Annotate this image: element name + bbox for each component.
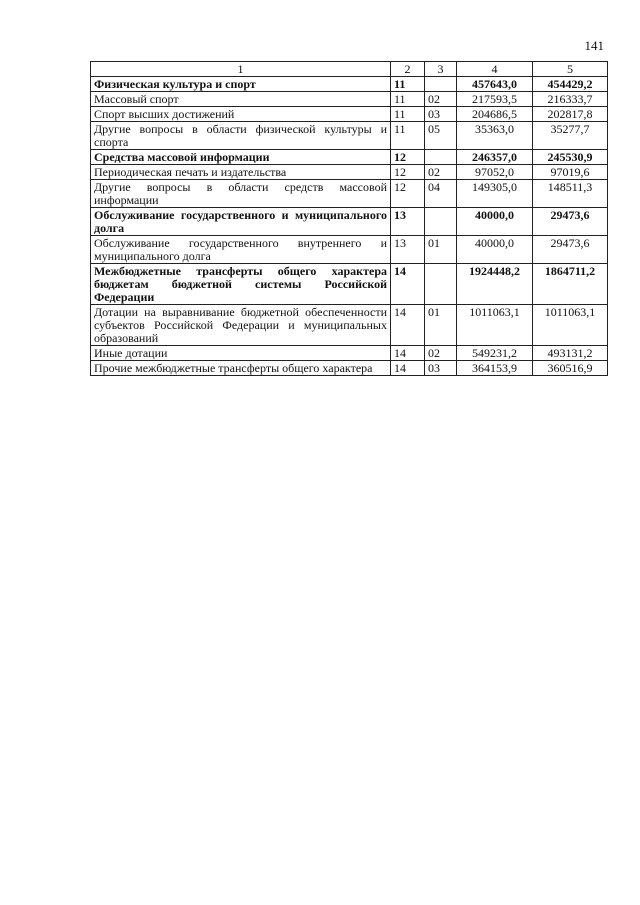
row-section-code: 11: [391, 77, 425, 92]
row-value-col5: 202817,8: [533, 107, 608, 122]
row-name: Физическая культура и спорт: [91, 77, 391, 92]
row-subsection-code: [425, 150, 457, 165]
row-subsection-code: 02: [425, 92, 457, 107]
row-name: Периодическая печать и издательства: [91, 165, 391, 180]
row-name: Межбюджетные трансферты общего характера бюджетам бюджетной системы Российской Федерации: [91, 264, 391, 305]
row-value-col4: 40000,0: [457, 236, 533, 264]
header-row: [91, 62, 608, 77]
table-row: [91, 305, 608, 346]
row-subsection-code: 02: [425, 346, 457, 361]
row-subsection-code: [425, 77, 457, 92]
row-name: Обслуживание государственного и муниципального долга: [91, 208, 391, 236]
row-value-col4: 217593,5: [457, 92, 533, 107]
budget-table: [90, 61, 608, 376]
row-value-col5: 1011063,1: [533, 305, 608, 346]
row-name: Массовый спорт: [91, 92, 391, 107]
row-value-col5: 29473,6: [533, 236, 608, 264]
row-section-code: 14: [391, 361, 425, 376]
row-name: Другие вопросы в области средств массовой информации: [91, 180, 391, 208]
row-subsection-code: 02: [425, 165, 457, 180]
row-value-col4: 549231,2: [457, 346, 533, 361]
row-section-code: 14: [391, 264, 425, 305]
row-value-col4: 204686,5: [457, 107, 533, 122]
row-value-col5: 29473,6: [533, 208, 608, 236]
table-row: [91, 77, 608, 92]
row-value-col4: 246357,0: [457, 150, 533, 165]
row-subsection-code: 05: [425, 122, 457, 150]
row-value-col5: 97019,6: [533, 165, 608, 180]
row-name: Средства массовой информации: [91, 150, 391, 165]
table-row: [91, 107, 608, 122]
column-header-4: 4: [457, 62, 533, 77]
row-value-col5: 245530,9: [533, 150, 608, 165]
row-value-col5: 360516,9: [533, 361, 608, 376]
row-subsection-code: 04: [425, 180, 457, 208]
row-subsection-code: [425, 208, 457, 236]
table-row: [91, 92, 608, 107]
row-section-code: 11: [391, 107, 425, 122]
row-value-col5: 493131,2: [533, 346, 608, 361]
table-row: [91, 150, 608, 165]
table-row: [91, 236, 608, 264]
row-section-code: 11: [391, 92, 425, 107]
row-value-col4: 35363,0: [457, 122, 533, 150]
row-value-col4: 40000,0: [457, 208, 533, 236]
row-value-col4: 149305,0: [457, 180, 533, 208]
row-subsection-code: 03: [425, 107, 457, 122]
row-section-code: 13: [391, 208, 425, 236]
table-row: [91, 264, 608, 305]
table-header: [91, 62, 608, 77]
row-value-col4: 457643,0: [457, 77, 533, 92]
row-section-code: 13: [391, 236, 425, 264]
row-value-col5: 216333,7: [533, 92, 608, 107]
row-value-col5: 454429,2: [533, 77, 608, 92]
row-name: Обслуживание государственного внутреннего и муниципального долга: [91, 236, 391, 264]
column-header-3: 3: [425, 62, 457, 77]
table-row: [91, 208, 608, 236]
row-value-col4: 97052,0: [457, 165, 533, 180]
row-name: Другие вопросы в области физической культуры и спорта: [91, 122, 391, 150]
column-header-5: 5: [533, 62, 608, 77]
row-section-code: 12: [391, 150, 425, 165]
row-section-code: 14: [391, 346, 425, 361]
table-row: [91, 346, 608, 361]
row-section-code: 14: [391, 305, 425, 346]
row-name: Спорт высших достижений: [91, 107, 391, 122]
table-row: [91, 122, 608, 150]
row-section-code: 12: [391, 165, 425, 180]
table-row: [91, 165, 608, 180]
row-name: Дотации на выравнивание бюджетной обеспеченности субъектов Российской Федерации и муниципальных образований: [91, 305, 391, 346]
row-section-code: 11: [391, 122, 425, 150]
row-subsection-code: 01: [425, 305, 457, 346]
row-value-col4: 1924448,2: [457, 264, 533, 305]
column-header-2: 2: [391, 62, 425, 77]
row-name: Прочие межбюджетные трансферты общего характера: [91, 361, 391, 376]
row-value-col5: 1864711,2: [533, 264, 608, 305]
row-subsection-code: [425, 264, 457, 305]
row-subsection-code: 03: [425, 361, 457, 376]
table-body: [91, 77, 608, 376]
row-value-col5: 35277,7: [533, 122, 608, 150]
page-number: 141: [584, 38, 604, 53]
row-value-col4: 1011063,1: [457, 305, 533, 346]
row-value-col4: 364153,9: [457, 361, 533, 376]
row-subsection-code: 01: [425, 236, 457, 264]
row-name: Иные дотации: [91, 346, 391, 361]
table-row: [91, 180, 608, 208]
column-header-1: 1: [91, 62, 391, 77]
row-value-col5: 148511,3: [533, 180, 608, 208]
table-row: [91, 361, 608, 376]
row-section-code: 12: [391, 180, 425, 208]
